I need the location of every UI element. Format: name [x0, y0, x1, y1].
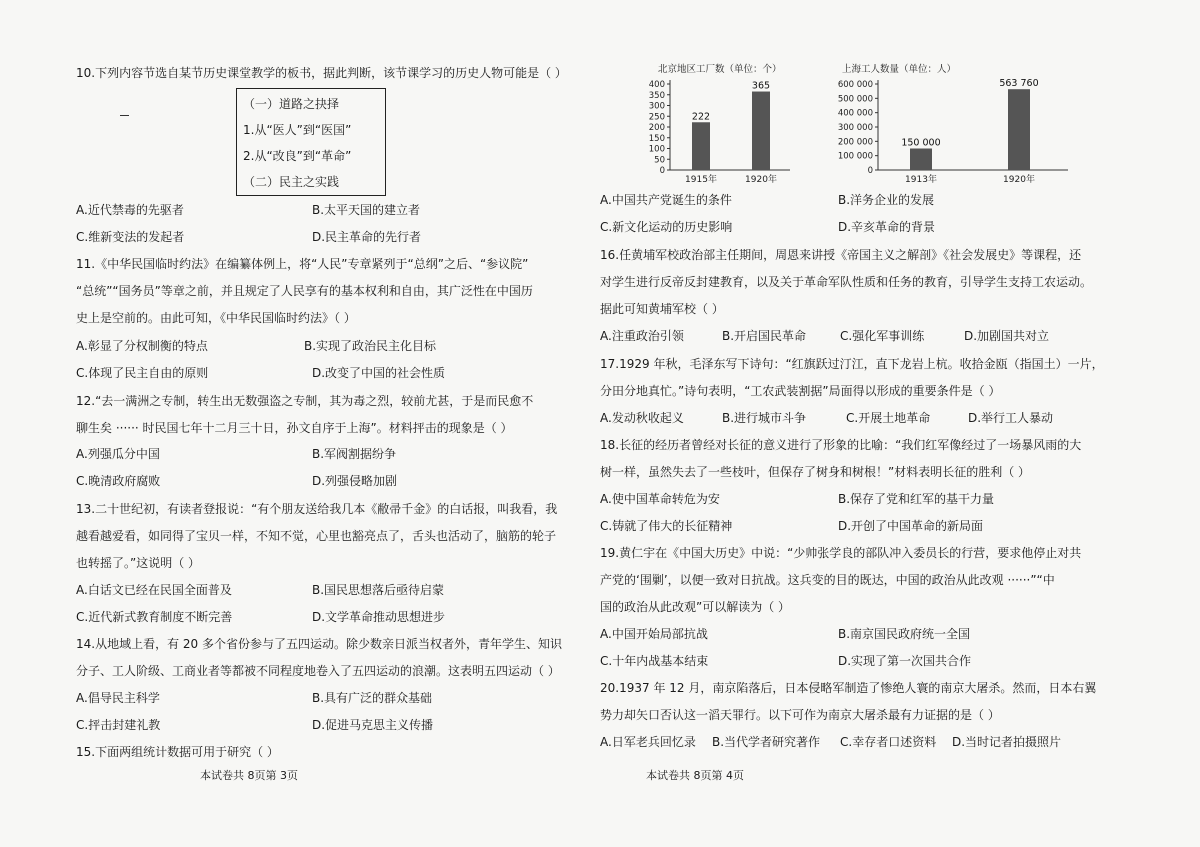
- board-line: （二）民主之实践: [243, 175, 340, 189]
- q10-stem: 10.下列内容节选自某节历史课堂教学的板书，据此判断，该节课学习的历史人物可能是（ ）: [76, 66, 567, 80]
- q19-option-c[interactable]: C.十年内战基本结束: [600, 654, 709, 668]
- page-footer: 本试卷共 8页第 4页: [646, 769, 744, 782]
- x-tick-label: 1915年: [685, 175, 717, 185]
- y-tick-label: 300 000: [837, 123, 873, 133]
- stem-line: 20.1937 年 12 月，南京陷落后，日本侵略军制造了惨绝人寰的南京大屠杀。然而，日本右翼: [600, 681, 1097, 695]
- q11-option-a[interactable]: A.彰显了分权制衡的特点: [76, 339, 208, 353]
- board-line: 2.从“改良”到“革命”: [243, 149, 352, 163]
- blackboard-outline: [236, 88, 386, 196]
- bar: [1008, 89, 1030, 170]
- q12-option-a[interactable]: A.列强瓜分中国: [76, 447, 160, 461]
- q19-stem: [600, 540, 1081, 620]
- q10-option-b[interactable]: B.太平天国的建立者: [312, 203, 421, 217]
- q11-option-d[interactable]: D.改变了中国的社会性质: [312, 366, 446, 380]
- y-tick-label: 500 000: [837, 94, 873, 105]
- stem-line: 14.从地域上看，有 20 多个省份参与了五四运动。除少数亲日派当权者外，青年学生、知识: [76, 637, 562, 651]
- stem-line: 产党的‘围剿’，以便一致对日抗战。这兵变的目的既达，中国的政治从此改观 ······”“中: [600, 572, 1055, 587]
- y-tick-label: 200: [648, 123, 665, 133]
- q19-option-a[interactable]: A.中国开始局部抗战: [600, 627, 708, 641]
- stem-line: 17.1929 年秋，毛泽东写下诗句：“红旗跃过汀江，直下龙岩上杭。收拾金瓯（指国土）一片，: [600, 357, 1104, 371]
- q13-option-d[interactable]: D.文学革命推动思想进步: [312, 610, 446, 624]
- y-tick-label: 50: [654, 155, 665, 166]
- bar-value-label: 365: [751, 80, 771, 92]
- stem-line: “总统”“国务员”等章之前，并且规定了人民享有的基本权利和自由，其广泛性在中国历: [76, 283, 533, 298]
- stem-line: 分子、工人阶级、工商业者等都被不同程度地卷入了五四运动的浪潮。这表明五四运动（ ）: [76, 663, 560, 678]
- y-tick-label: 300: [648, 101, 665, 112]
- q18-option-d[interactable]: D.开创了中国革命的新局面: [838, 519, 984, 533]
- x-tick-label: 1920年: [745, 175, 777, 185]
- q20-option-b[interactable]: B.当代学者研究著作: [712, 735, 821, 749]
- y-tick-label: 600 000: [837, 80, 873, 90]
- q17-option-c[interactable]: C.开展土地革命: [846, 411, 931, 425]
- q15-option-d[interactable]: D.辛亥革命的背景: [838, 220, 936, 234]
- q15-charts: [600, 58, 1200, 188]
- q12-option-c[interactable]: C.晚清政府腐败: [76, 474, 161, 488]
- q12-stem: [76, 388, 533, 442]
- y-tick-label: 250: [648, 112, 665, 123]
- q18-option-b[interactable]: B.保存了党和红军的基干力量: [838, 492, 995, 506]
- board-line: 1.从“医人”到“医国”: [243, 123, 352, 137]
- q15-option-a[interactable]: A.中国共产党诞生的条件: [600, 193, 732, 207]
- y-tick-label: 0: [867, 166, 873, 176]
- stem-line: 据此可知黄埔军校（ ）: [600, 301, 724, 316]
- stem-line: 聊生矣 ······ 时民国七年十二月三十日，孙文自序于上海”。材料抨击的现象是（ ）: [76, 420, 513, 435]
- q11-stem: [76, 251, 533, 331]
- q14-stem: [76, 631, 562, 685]
- y-tick-label: 400 000: [837, 108, 873, 119]
- board-line: （一）道路之抉择: [243, 97, 340, 111]
- stem-line: 12.“去一满洲之专制，转生出无数强盗之专制，其为毒之烈，较前尤甚，于是而民愈不: [76, 394, 534, 408]
- bar: [752, 92, 770, 170]
- chart-title: 北京地区工厂数（单位：个）: [658, 64, 782, 75]
- q20-option-d[interactable]: D.当时记者拍摄照片: [952, 735, 1062, 749]
- q14-option-a[interactable]: A.倡导民主科学: [76, 691, 160, 705]
- y-tick-label: 0: [659, 166, 665, 176]
- q10-option-c[interactable]: C.维新变法的发起者: [76, 230, 185, 244]
- q13-option-c[interactable]: C.近代新式教育制度不断完善: [76, 610, 233, 624]
- q19-option-d[interactable]: D.实现了第一次国共合作: [838, 654, 972, 668]
- q19-option-b[interactable]: B.南京国民政府统一全国: [838, 627, 971, 641]
- q16-option-d[interactable]: D.加剧国共对立: [964, 329, 1050, 343]
- page-footer: 本试卷共 8页第 3页: [200, 769, 298, 782]
- q16-option-c[interactable]: C.强化军事训练: [840, 329, 925, 343]
- stem-line: 16.任黄埔军校政治部主任期间，周恩来讲授《帝国主义之解剖》《社会发展史》等课程，还: [600, 248, 1082, 262]
- q13-option-b[interactable]: B.国民思想落后亟待启蒙: [312, 583, 445, 597]
- y-tick-label: 400: [648, 80, 665, 90]
- stem-line: 史上是空前的。由此可知，《中华民国临时约法》（ ）: [76, 310, 356, 325]
- q11-option-c[interactable]: C.体现了民主自由的原则: [76, 366, 209, 380]
- bar-value-label: 563 760: [999, 78, 1039, 90]
- bar: [910, 149, 932, 171]
- stem-line: 19.黄仁宇在《中国大历史》中说：“少帅张学良的部队冲入委员长的行营，要求他停止对共: [600, 546, 1082, 560]
- stem-line: 11.《中华民国临时约法》在编纂体例上，将“人民”专章紧列于“总纲”之后、“参议院”: [76, 257, 529, 271]
- q18-stem: [600, 432, 1081, 486]
- stem-line: 18.长征的经历者曾经对长征的意义进行了形象的比喻：“我们红军像经过了一场暴风雨的大: [600, 438, 1082, 452]
- chart-title: 上海工人数量（单位：人）: [842, 64, 957, 75]
- stem-line: 分田分地真忙。”诗句表明，“工农武装割据”局面得以形成的重要条件是（ ）: [600, 383, 1001, 398]
- q13-option-a[interactable]: A.白话文已经在民国全面普及: [76, 583, 232, 597]
- y-tick-label: 100: [648, 144, 665, 155]
- q10-option-a[interactable]: A.近代禁毒的先驱者: [76, 203, 184, 217]
- q12-option-d[interactable]: D.列强侵略加剧: [312, 474, 398, 488]
- q12-option-b[interactable]: B.军阀割据纷争: [312, 447, 397, 461]
- exam-page-4: [600, 0, 1200, 847]
- q14-option-c[interactable]: C.抨击封建礼教: [76, 718, 161, 732]
- y-tick-label: 200 000: [837, 137, 873, 148]
- q16-stem: [600, 242, 1092, 322]
- bar: [692, 122, 710, 170]
- stem-line: 树一样，虽然失去了一些枝叶，但保存了树身和树根！”材料表明长征的胜利（ ）: [600, 464, 1031, 479]
- y-tick-label: 100 000: [837, 151, 873, 162]
- y-tick-label: 350: [648, 90, 665, 101]
- q16-option-b[interactable]: B.开启国民革命: [722, 329, 807, 343]
- stem-line: 也转摇了。”这说明（ ）: [76, 555, 201, 570]
- q18-option-a[interactable]: A.使中国革命转危为安: [600, 492, 720, 506]
- stem-line: 13.二十世纪初，有读者登报说：“有个朋友送给我几本《敝帚千金》的白话报，叫我看，我: [76, 502, 558, 516]
- q13-stem: [76, 496, 557, 576]
- q15-option-c[interactable]: C.新文化运动的历史影响: [600, 220, 733, 234]
- stem-line: 对学生进行反帝反封建教育，以及关于革命军队性质和任务的教育，引导学生支持工农运动。: [600, 274, 1093, 289]
- chart-shanghai-workers: [838, 63, 1068, 185]
- stem-line: 国的政治从此改观”可以解读为（ ）: [600, 599, 791, 614]
- stem-line: 势力却矢口否认这一滔天罪行。以下可作为南京大屠杀最有力证据的是（ ）: [600, 707, 1000, 722]
- q15-option-b[interactable]: B.洋务企业的发展: [838, 193, 935, 207]
- q17-option-b[interactable]: B.进行城市斗争: [722, 411, 807, 425]
- q17-option-a[interactable]: A.发动秋收起义: [600, 411, 684, 425]
- q14-option-b[interactable]: B.具有广泛的群众基础: [312, 691, 433, 705]
- y-tick-label: 150: [648, 133, 665, 144]
- stray-mark: [120, 115, 129, 116]
- q11-option-b[interactable]: B.实现了政治民主化目标: [304, 339, 437, 353]
- chart-beijing-factories: [649, 63, 790, 185]
- q16-option-a[interactable]: A.注重政治引领: [600, 329, 684, 343]
- q20-stem: [600, 675, 1096, 729]
- stem-line: 越看越爱看，如同得了宝贝一样，不知不觉，心里也豁亮点了，舌头也活动了，脑筋的轮子: [76, 528, 557, 543]
- q20-option-c[interactable]: C.幸存者口述资料: [840, 735, 937, 749]
- q15-stem: 15.下面两组统计数据可用于研究（ ）: [76, 745, 279, 759]
- q18-option-c[interactable]: C.铸就了伟大的长征精神: [600, 519, 733, 533]
- q17-stem: [600, 351, 1104, 405]
- q20-option-a[interactable]: A.日军老兵回忆录: [600, 735, 696, 749]
- q10-option-d[interactable]: D.民主革命的先行者: [312, 230, 422, 244]
- bar-value-label: 150 000: [901, 137, 941, 149]
- bar-value-label: 222: [691, 111, 711, 123]
- q17-option-d[interactable]: D.举行工人暴动: [968, 411, 1054, 425]
- x-tick-label: 1913年: [905, 175, 937, 185]
- q14-option-d[interactable]: D.促进马克思主义传播: [312, 718, 434, 732]
- x-tick-label: 1920年: [1003, 175, 1035, 185]
